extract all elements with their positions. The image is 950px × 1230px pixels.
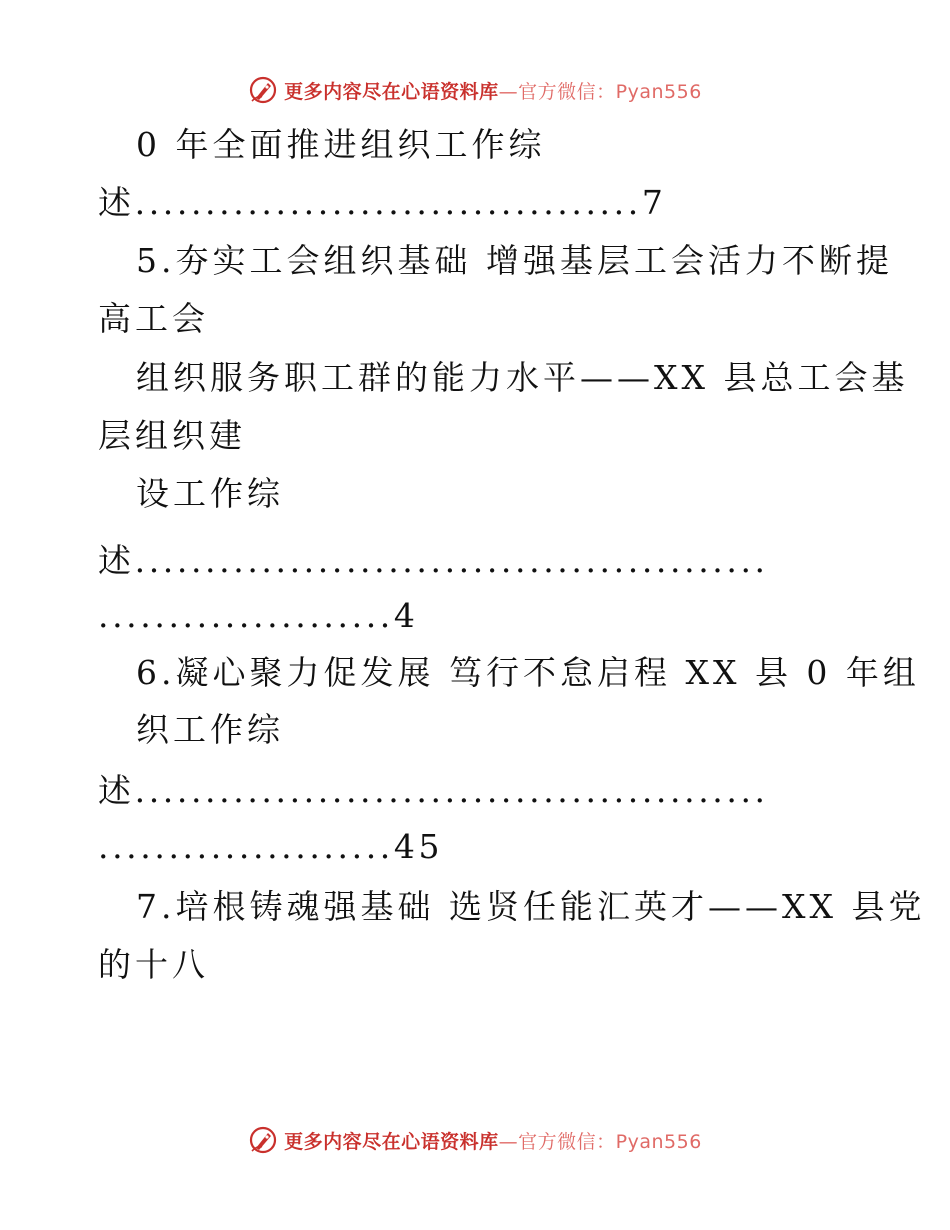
toc-line: 层组织建 (98, 416, 246, 455)
toc-line: 述............................................. (98, 541, 769, 580)
toc-line: 6.凝心聚力促发展 笃行不怠启程 XX 县 0 年组 (136, 653, 920, 692)
toc-line: .....................45 (98, 827, 444, 866)
toc-line: 述....................................7 (98, 183, 667, 222)
toc-line: 高工会 (98, 299, 209, 338)
toc-line: 织工作综 (136, 710, 284, 749)
footer-banner-text (284, 1127, 702, 1154)
toc-line: 述............................................. (98, 771, 769, 810)
header-banner-brand: 更多内容尽在心语资料库 (284, 80, 499, 103)
header-banner-contact: —官方微信：Pyan556 (498, 80, 702, 103)
footer-banner (0, 1120, 950, 1160)
toc-line: 0 年全面推进组织工作综 (136, 125, 546, 164)
pen-nib-logo-icon (248, 1125, 278, 1155)
toc-line: 的十八 (98, 945, 209, 984)
toc-line: 7.培根铸魂强基础 选贤任能汇英才——XX 县党 (136, 887, 926, 926)
toc-line: .....................4 (98, 596, 419, 635)
toc-line: 5.夯实工会组织基础 增强基层工会活力不断提 (136, 241, 893, 280)
toc-line: 组织服务职工群的能力水平——XX 县总工会基 (136, 358, 909, 397)
footer-banner-contact: —官方微信：Pyan556 (498, 1130, 702, 1153)
toc-line: 设工作综 (136, 474, 284, 513)
footer-banner-brand: 更多内容尽在心语资料库 (284, 1130, 499, 1153)
